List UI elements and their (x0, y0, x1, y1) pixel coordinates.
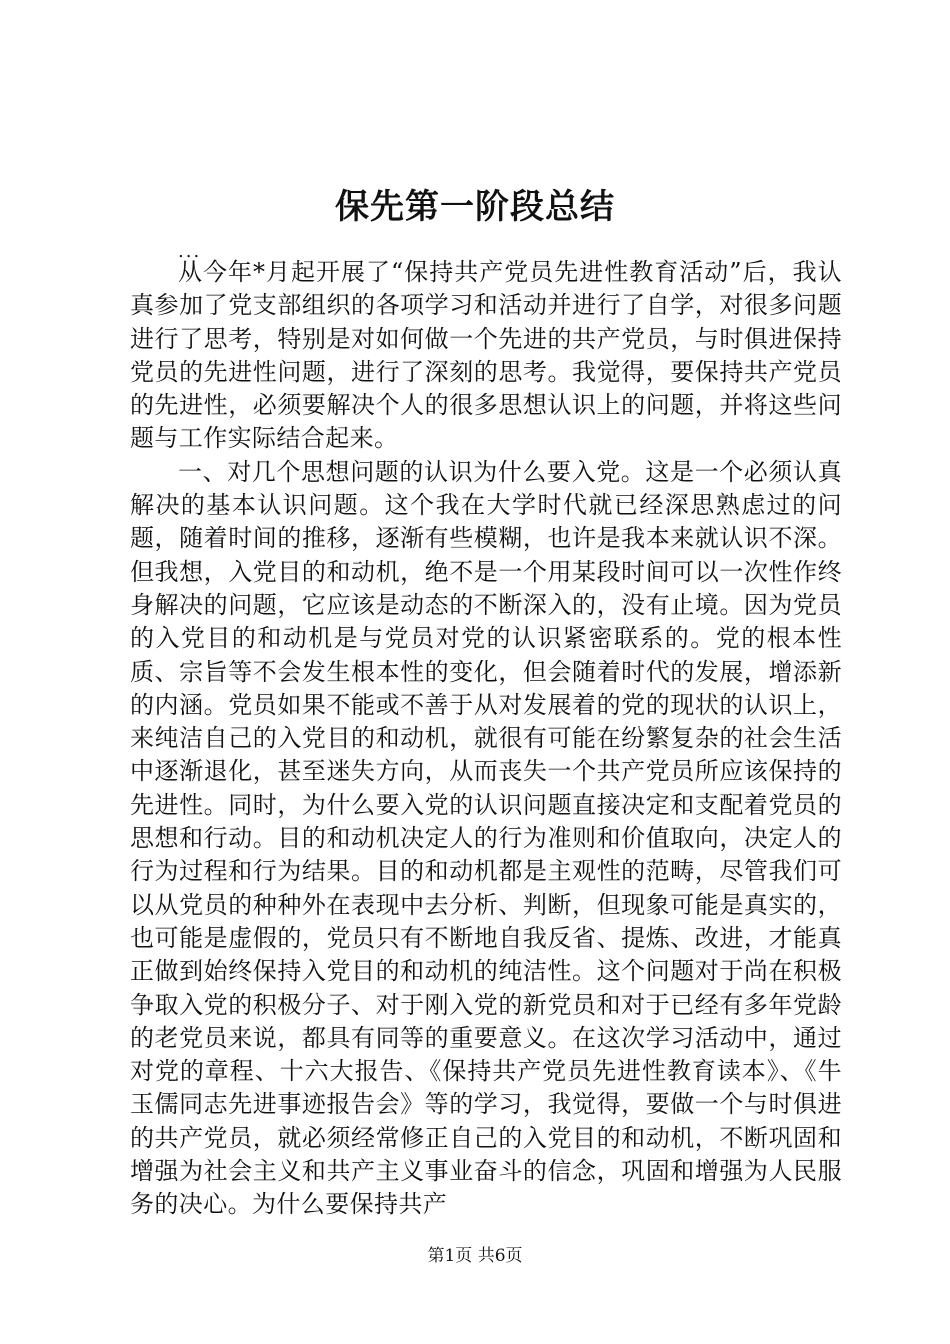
document-title: 保先第一阶段总结 (335, 187, 615, 227)
paragraph-section-one: 一、对几个思想问题的认识为什么要入党。这是一个必须认真解决的基本认识问题。这个我在大学时代就已经深思熟虑过的问题，随着时间的推移，逐渐有些模糊，也许是我本来就认识不深。但我想，入党目的和动机，绝不是一个用某段时间可以一次性作终身解决的问题，它应该是动态的不断深入的，没有止境。因为党员的入党目的和动机是与党员对党的认识紧密联系的。党的根本性质、宗旨等不会发生根本性的变化，但会随着时代的发展，增添新的内涵。党员如果不能或不善于从对发展着的党的现状的认识上，来纯洁自己的入党目的和动机，就很有可能在纷繁复杂的社会生活中逐渐退化，甚至迷失方向，从而丧失一个共产党员所应该保持的先进性。同时，为什么要入党的认识问题直接决定和支配着党员的思想和行动。目的和动机决定人的行为准则和价值取向，决定人的行为过程和行为结果。目的和动机都是主观性的范畴，尽管我们可以从党员的种种外在表现中去分析、判断，但现象可能是真实的，也可能是虚假的，党员只有不断地自我反省、提炼、改进，才能真正做到始终保持入党目的和动机的纯洁性。这个问题对于尚在积极争取入党的积极分子、对于刚入党的新党员和对于已经有多年党龄的老党员来说，都具有同等的重要意义。在这次学习活动中，通过对党的章程、十六大报告、《保持共产党员先进性教育读本》、《牛玉儒同志先进事迹报告会》等的学习，我觉得，要做一个与时俱进的共产党员，就必须经常修正自己的入党目的和动机，不断巩固和增强为社会主义和共产主义事业奋斗的信念，巩固和增强为人民服务的决心。为什么要保持共产 (130, 457, 842, 1219)
page-footer: 第1页 共6页 (427, 1246, 523, 1266)
document-body (130, 256, 842, 1222)
ellipsis-mark: ... (178, 241, 202, 262)
paragraph-intro: 从今年*月起开展了“保持共产党员先进性教育活动”后，我认真参加了党支部组织的各项学习和活动并进行了自学，对很多问题进行了思考，特别是对如何做一个先进的共产党员，与时俱进保持党员的先进性问题，进行了深刻的思考。我觉得，要保持共产党员的先进性，必须要解决个人的很多思想认识上的问题，并将这些问题与工作实际结合起来。 (130, 258, 842, 453)
